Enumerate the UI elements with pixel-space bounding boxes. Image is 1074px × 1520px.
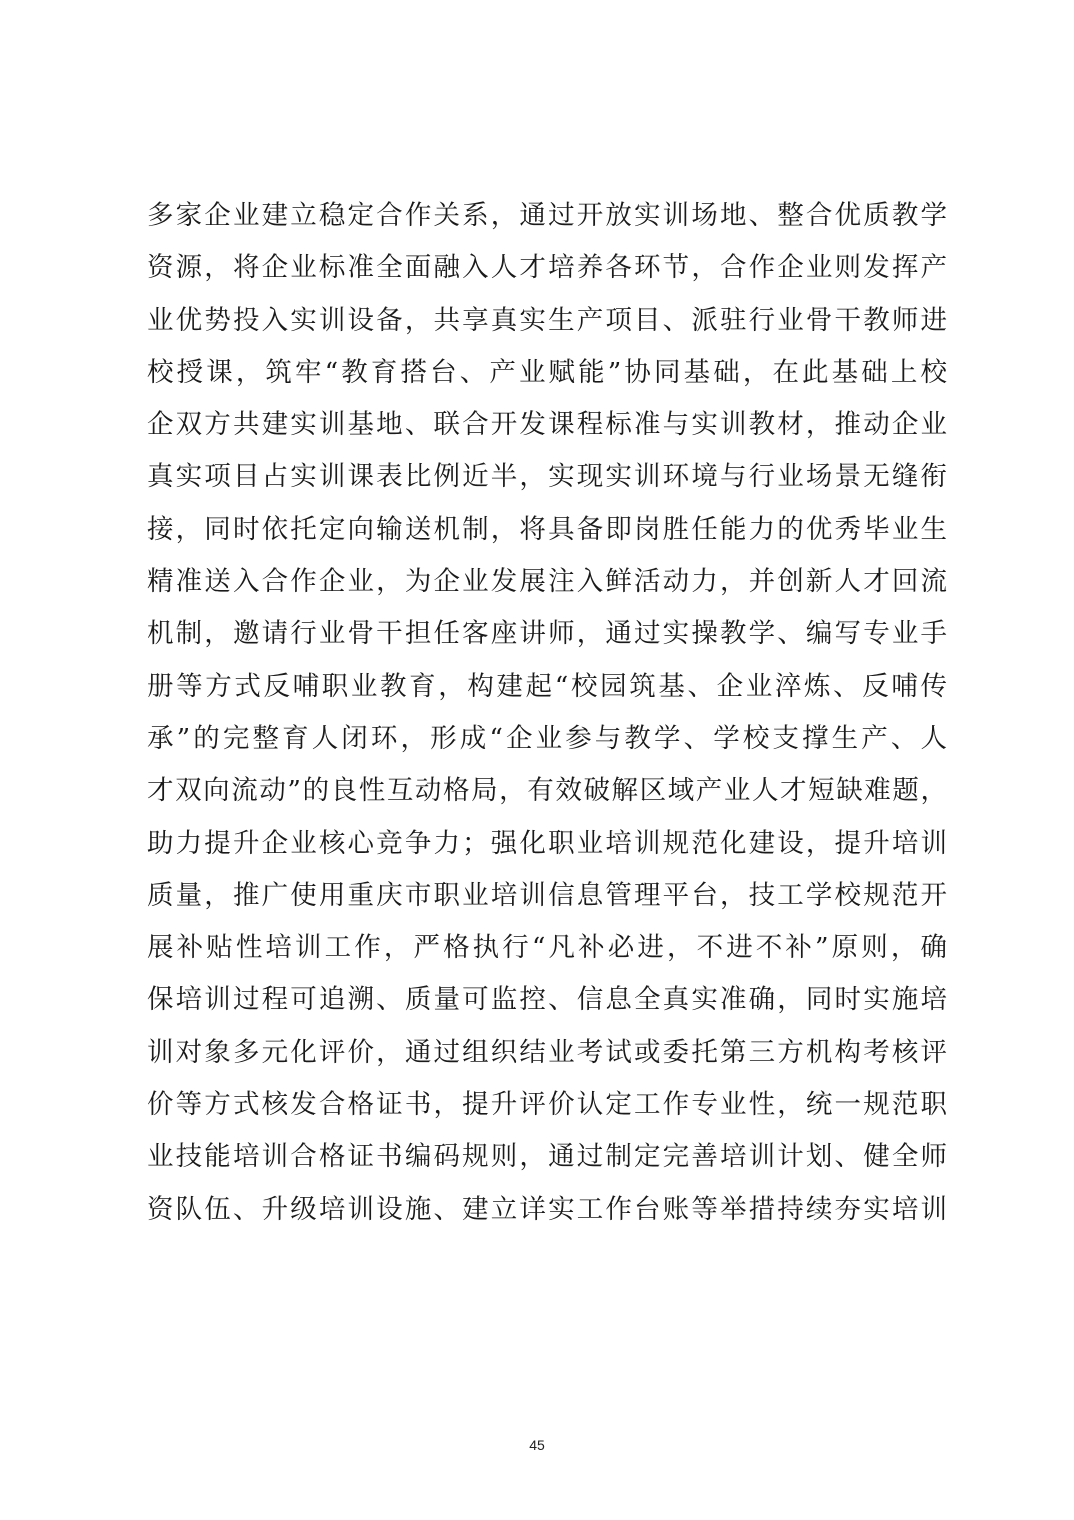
text-line-17: 训对象多元化评价，通过组织结业考试或委托第三方机构考核评	[147, 1036, 947, 1068]
text-line-7: 接，同时依托定向输送机制，将具备即岗胜任能力的优秀毕业生	[147, 513, 947, 545]
text-line-1: 多家企业建立稳定合作关系，通过开放实训场地、整合优质教学	[147, 200, 947, 231]
text-line-3: 业优势投入实训设备，共享真实生产项目、派驻行业骨干教师进	[147, 304, 947, 336]
text-line-11: 承”的完整育人闭环，形成“企业参与教学、学校支撑生产、人	[147, 722, 947, 754]
text-line-6: 真实项目占实训课表比例近半，实现实训环境与行业场景无缝衔	[147, 461, 947, 493]
text-line-13: 助力提升企业核心竞争力；强化职业培训规范化建设，提升培训	[147, 827, 947, 859]
body-text	[147, 190, 947, 1236]
text-line-16: 保培训过程可追溯、质量可监控、信息全真实准确，同时实施培	[147, 984, 947, 1016]
text-line-9: 机制，邀请行业骨干担任客座讲师，通过实操教学、编写专业手	[147, 618, 947, 650]
text-line-14: 质量，推广使用重庆市职业培训信息管理平台，技工学校规范开	[147, 879, 947, 911]
text-line-20: 资队伍、升级培训设施、建立详实工作台账等举措持续夯实培训	[147, 1193, 947, 1225]
text-line-4: 校授课，筑牢“教育搭台、产业赋能”协同基础，在此基础上校	[147, 356, 947, 388]
page-number: 45	[529, 1437, 545, 1453]
text-line-19: 业技能培训合格证书编码规则，通过制定完善培训计划、健全师	[147, 1141, 947, 1173]
text-line-8: 精准送入合作企业，为企业发展注入鲜活动力，并创新人才回流	[147, 566, 947, 598]
text-line-5: 企双方共建实训基地、联合开发课程标准与实训教材，推动企业	[147, 409, 947, 441]
text-line-12: 才双向流动”的良性互动格局，有效破解区域产业人才短缺难题，	[147, 775, 947, 807]
text-line-10: 册等方式反哺职业教育，构建起“校园筑基、企业淬炼、反哺传	[147, 670, 947, 702]
text-line-15: 展补贴性培训工作，严格执行“凡补必进，不进不补”原则，确	[147, 932, 947, 964]
text-line-2: 资源，将企业标准全面融入人才培养各环节，合作企业则发挥产	[147, 252, 947, 284]
text-line-18: 价等方式核发合格证书，提升评价认定工作专业性，统一规范职	[147, 1089, 947, 1121]
